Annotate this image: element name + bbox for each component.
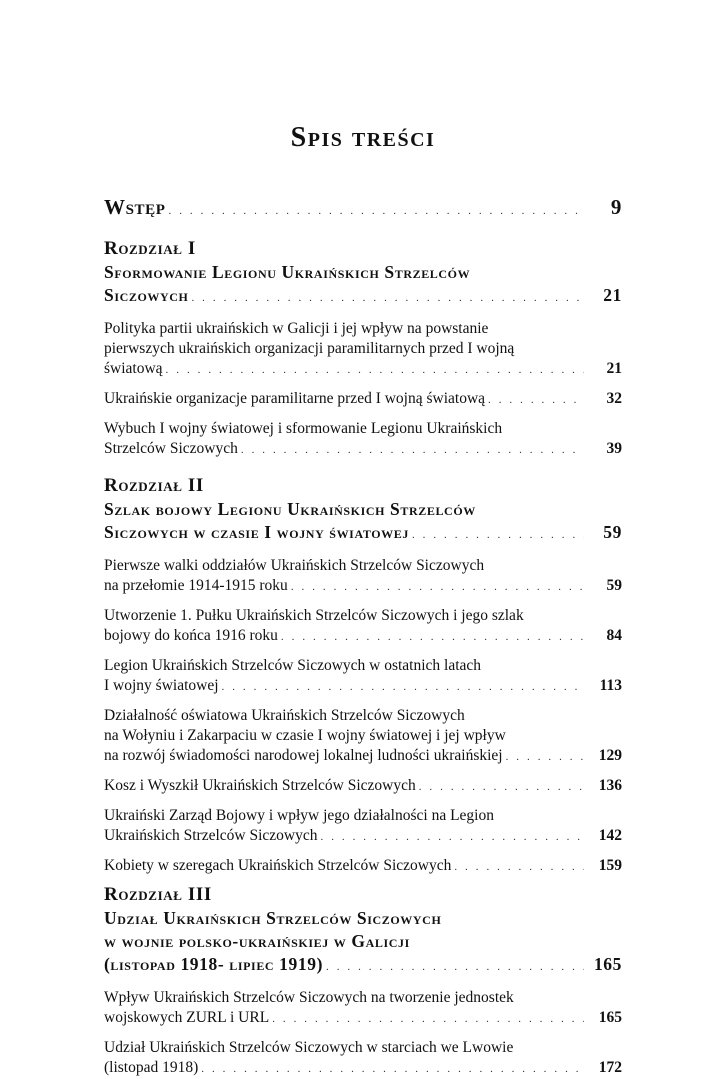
toc-entry[interactable] <box>104 1038 622 1079</box>
toc-entry-title-line: na rozwój świadomości narodowej lokalnej ludności ukraińskiej <box>104 747 503 764</box>
toc-page-number: 59 <box>606 577 622 594</box>
toc-entry[interactable] <box>104 776 622 797</box>
toc-entry-title-line: Legion Ukraińskich Strzelców Siczowych w ostatnich latach <box>104 657 482 674</box>
toc-entry[interactable] <box>104 856 622 877</box>
toc-entry-chapter-1[interactable] <box>104 261 622 310</box>
dot-leader <box>419 777 584 797</box>
toc-page-number: 165 <box>598 1009 622 1026</box>
toc-entry[interactable] <box>104 389 622 410</box>
toc-page-number: 84 <box>606 627 622 644</box>
page-title: Spis treści <box>290 122 436 153</box>
toc-entry-title-line: Strzelców Siczowych <box>104 440 238 457</box>
toc-page-number: 21 <box>603 285 622 305</box>
dot-leader <box>272 1009 584 1029</box>
toc-page-number: 9 <box>610 195 622 219</box>
toc-entry-title-line: Kosz i Wyszkił Ukraińskich Strzelców Siczowych <box>104 777 416 794</box>
toc-entry-title-line: Ukraińskich Strzelców Siczowych <box>104 827 318 844</box>
toc-entry-title-line: Kobiety w szeregach Ukraińskich Strzelców Siczowych <box>104 857 452 874</box>
toc-entry-title-line: na Wołyniu i Zakarpaciu w czasie I wojny światowej i jej wpływ <box>104 727 506 744</box>
dot-leader <box>291 577 584 597</box>
chapter-heading-2: Rozdział II <box>104 475 204 496</box>
toc-page-number: 21 <box>606 360 622 377</box>
toc-page-number: 159 <box>598 857 622 874</box>
toc-entry-title-line: w wojnie polsko-ukraińskiej w Galicji <box>104 931 410 951</box>
toc-entry-title-line: Polityka partii ukraińskich w Galicji i jej wpływ na powstanie <box>104 320 489 337</box>
dot-leader <box>201 1059 584 1079</box>
dot-leader <box>166 360 584 380</box>
toc-entry-title-line: Szlak bojowy Legionu Ukraińskich Strzelców <box>104 499 476 519</box>
toc-entry-title-line: Wpływ Ukraińskich Strzelców Siczowych na tworzenie jednostek <box>104 989 514 1006</box>
toc-entry[interactable] <box>104 606 622 647</box>
toc-page-number: 59 <box>603 522 622 542</box>
toc-entry-title: Wstęp <box>104 195 166 219</box>
toc-entry-title-line: Sformowanie Legionu Ukraińskich Strzelców <box>104 262 471 282</box>
toc-entry[interactable] <box>104 988 622 1029</box>
dot-leader <box>412 524 584 547</box>
toc-entry-title-line: I wojny światowej <box>104 677 219 694</box>
toc-entry-title-line: wojskowych ZURL i URL <box>104 1009 270 1026</box>
toc-page-number: 113 <box>599 677 622 694</box>
toc-entry-title-line: Siczowych <box>104 285 189 305</box>
toc-entry-title-line: światową <box>104 360 163 377</box>
toc-entry-title-line: Ukraińskie organizacje paramilitarne przed I wojną światową <box>104 390 486 407</box>
dot-leader <box>488 390 584 410</box>
dot-leader <box>326 956 584 979</box>
toc-entry-title-line: Wybuch I wojny światowej i sformowanie Legionu Ukraińskich <box>104 420 503 437</box>
chapter-heading-3: Rozdział III <box>104 884 212 905</box>
dot-leader <box>506 747 584 767</box>
toc-page-number: 142 <box>598 827 622 844</box>
toc-entry[interactable] <box>104 556 622 597</box>
toc-entry-title-line: (listopad 1918) <box>104 1059 199 1076</box>
toc-entry-title-line: Utworzenie 1. Pułku Ukraińskich Strzelców Siczowych i jego szlak <box>104 607 524 624</box>
toc-entry-title-line: pierwszych ukraińskich organizacji paramilitarnych przed I wojną <box>104 340 515 357</box>
dot-leader <box>241 440 584 460</box>
toc-entry-title-line: bojowy do końca 1916 roku <box>104 627 278 644</box>
toc-page-number: 129 <box>598 747 622 764</box>
toc-entry[interactable] <box>104 319 622 380</box>
toc-entry-title-line: Siczowych w czasie I wojny światowej <box>104 522 409 542</box>
toc-entry[interactable] <box>104 806 622 847</box>
toc-entry-title-line: Ukraiński Zarząd Bojowy i wpływ jego działalności na Legion <box>104 807 494 824</box>
toc-entry[interactable] <box>104 706 622 767</box>
toc-entry-wstep[interactable] <box>104 196 622 223</box>
dot-leader <box>321 827 585 847</box>
toc-page-number: 172 <box>598 1059 622 1076</box>
toc-entry-title-line: Działalność oświatowa Ukraińskich Strzelców Siczowych <box>104 707 465 724</box>
toc-entry-title-line: na przełomie 1914-1915 roku <box>104 577 288 594</box>
dot-leader <box>169 200 584 223</box>
toc-entry[interactable] <box>104 656 622 697</box>
dot-leader <box>191 287 584 310</box>
dot-leader <box>454 857 584 877</box>
toc-page-number: 165 <box>593 954 622 974</box>
dot-leader <box>281 627 584 647</box>
toc-page-number: 39 <box>606 440 622 457</box>
toc-entry-title-line: Pierwsze walki oddziałów Ukraińskich Strzelców Siczowych <box>104 557 485 574</box>
toc-entry-title-line: Udział Ukraińskich Strzelców Siczowych w starciach we Lwowie <box>104 1039 514 1056</box>
table-of-contents <box>104 196 622 1079</box>
toc-entry-chapter-2[interactable] <box>104 498 622 547</box>
toc-entry-chapter-3[interactable] <box>104 907 622 979</box>
toc-entry-title-line: Udział Ukraińskich Strzelców Siczowych <box>104 908 442 928</box>
dot-leader <box>222 677 584 697</box>
toc-page-number: 136 <box>598 777 622 794</box>
toc-entry[interactable] <box>104 419 622 460</box>
toc-page-number: 32 <box>606 390 622 407</box>
chapter-heading-1: Rozdział I <box>104 238 196 259</box>
toc-entry-title-line: (listopad 1918- lipiec 1919) <box>104 954 323 974</box>
